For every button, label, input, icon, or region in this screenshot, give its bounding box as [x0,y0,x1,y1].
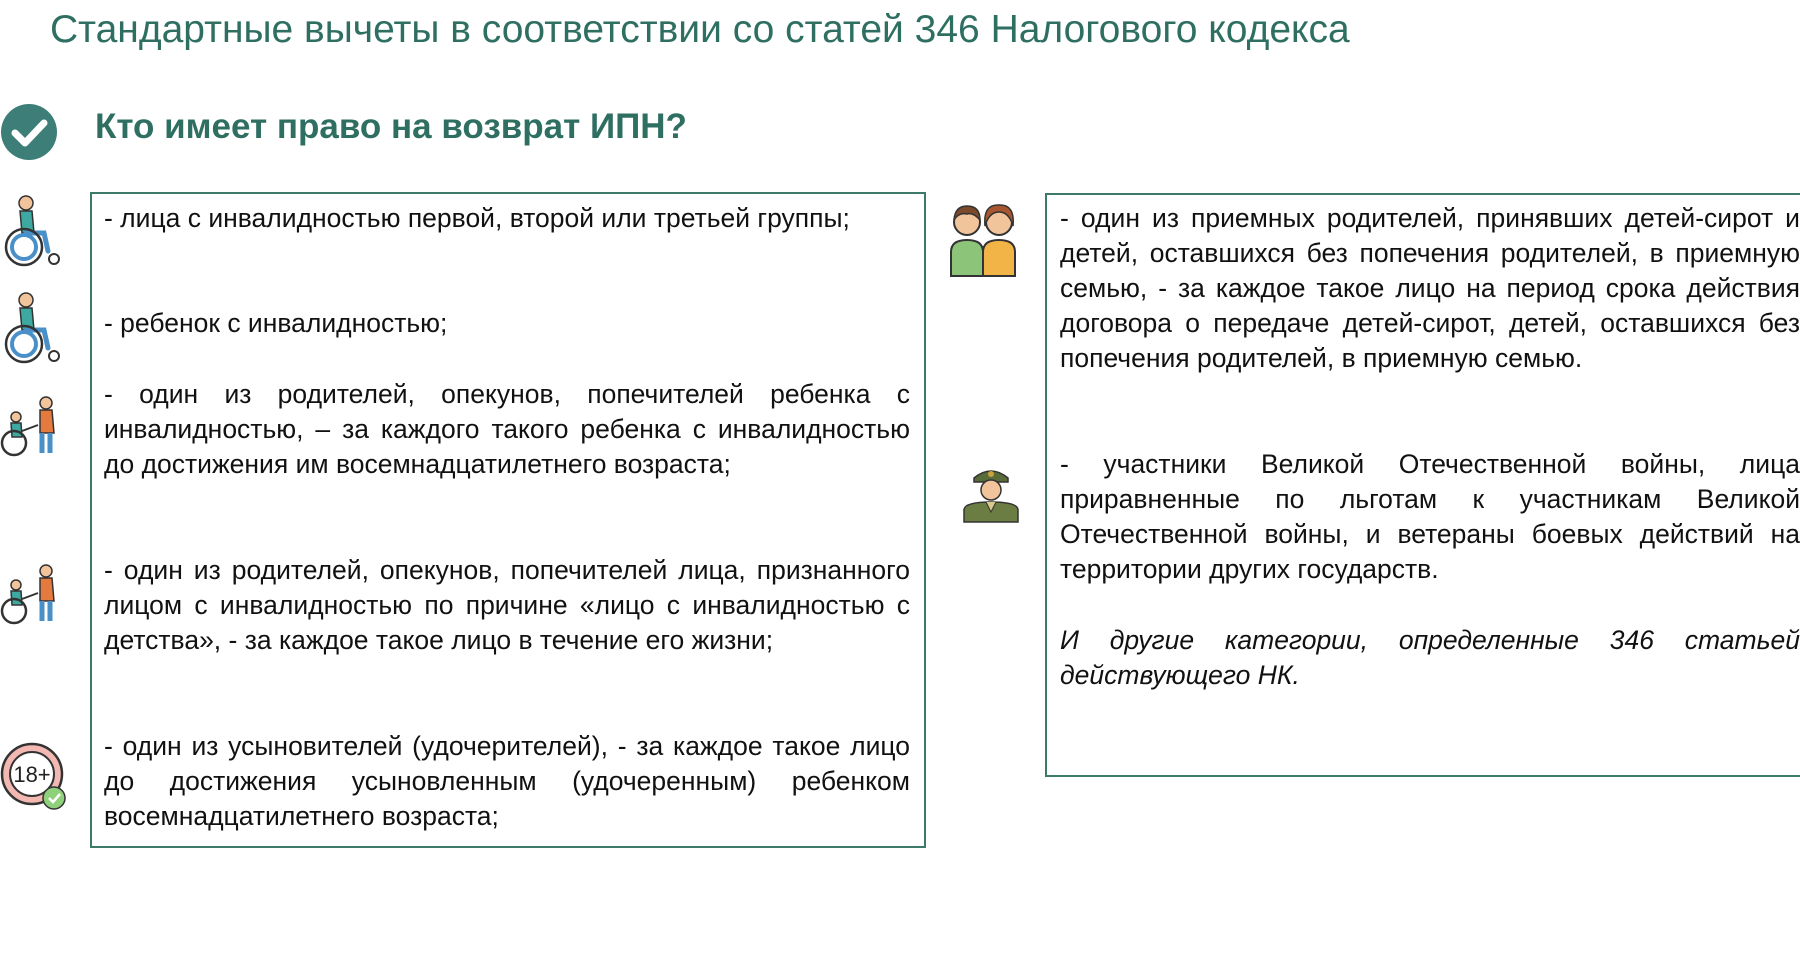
list-item: - один из усыновителей (удочерителей), - за каждое такое лицо до достижения усыновленным (удочеренным) ребенком восемнадцатилетнего возраста; [104,731,910,831]
section-heading: Кто имеет право на возврат ИПН? [95,107,687,146]
age-18-icon [0,740,68,812]
age-18-label: 18+ [13,762,51,787]
caregiver-wheelchair-icon [0,563,60,625]
children-icon [945,200,1021,278]
list-item: - участники Великой Отечественной войны, лица приравненные по льготам к участникам Великой Отечественной войны, и ветераны боевых действий на территории других государств. [1060,449,1800,584]
page-title: Стандартные вычеты в соответствии со статей 346 Налогового кодекса [50,8,1350,51]
list-item: - один из приемных родителей, принявших детей-сирот и детей, оставшихся без попечения родителей, в приемную семью, - за каждое такое лицо на период срока действия договора о передаче детей-сирот, детей, оставшихся без попечения родителей, в приемную семью. [1060,203,1800,373]
caregiver-wheelchair-icon [0,395,60,457]
wheelchair-child-icon [0,290,66,366]
footnote: И другие категории, определенные 346 статьей действующего НК. [1060,625,1800,690]
wheelchair-user-icon [0,193,66,269]
list-item: - ребенок с инвалидностью; [104,308,448,338]
list-item: - один из родителей, опекунов, попечителей ребенка с инвалидностью, – за каждого такого ребенка с инвалидностью до достижения им восемнадцатилетнего возраста; [104,379,910,479]
check-circle-icon [0,103,58,161]
list-item: - один из родителей, опекунов, попечителей лица, признанного лицом с инвалидностью по причине «лицо с инвалидностью с детства», - за каждое такое лицо в течение его жизни; [104,555,910,655]
soldier-icon [960,462,1022,524]
list-item: - лица с инвалидностью первой, второй или третьей группы; [104,203,850,233]
